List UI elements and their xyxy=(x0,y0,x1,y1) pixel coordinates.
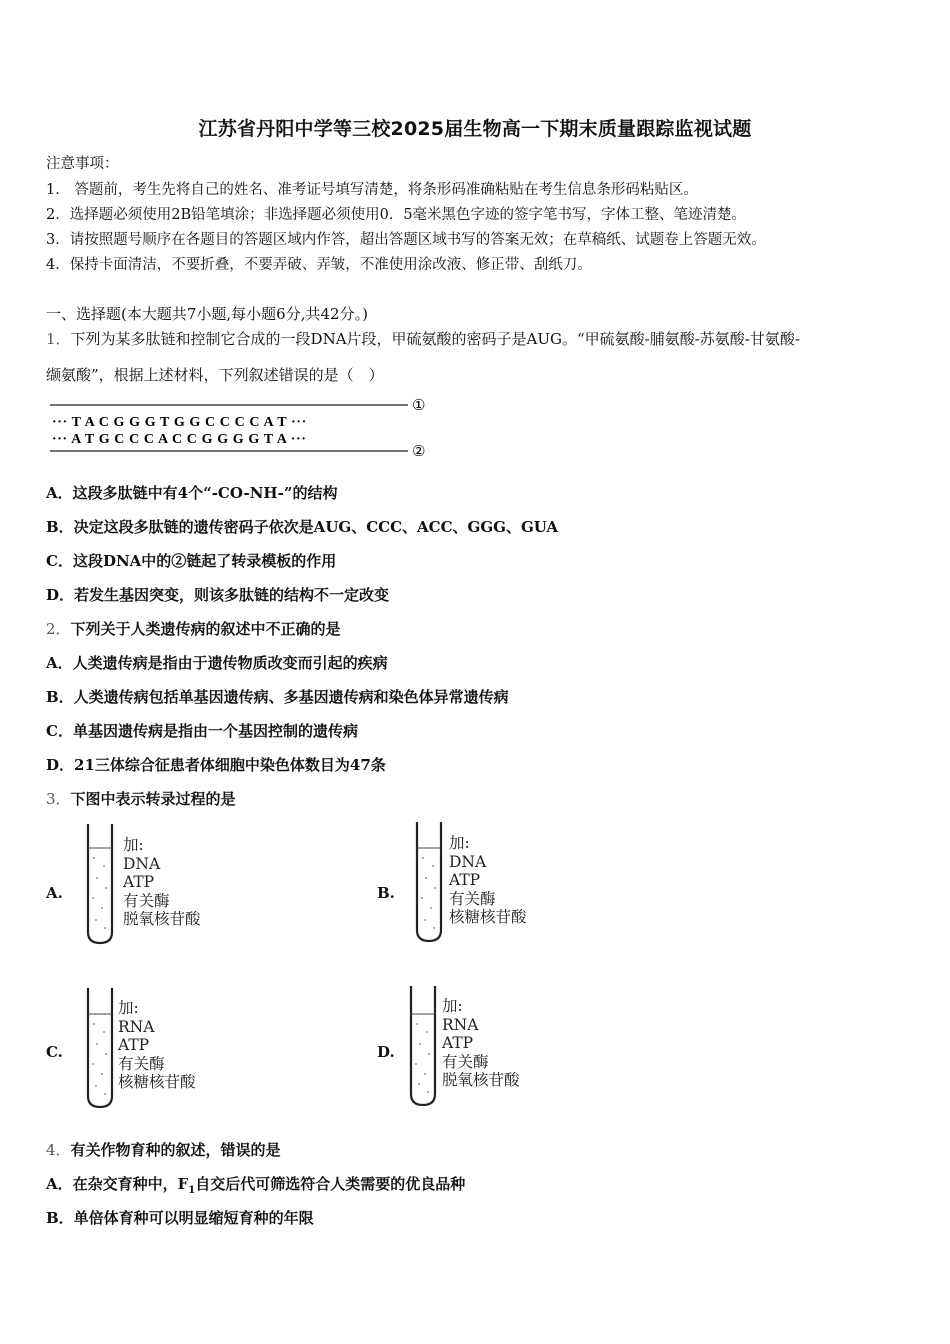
question-4 xyxy=(46,1139,281,1160)
q2-option-b: B．人类遗传病包括单基因遗传病、多基因遗传病和染色体异常遗传病 xyxy=(46,688,509,706)
question-2 xyxy=(46,618,341,639)
tube-c-label: C. xyxy=(46,1043,63,1061)
q2-option-a: A．人类遗传病是指由于遗传物质改变而引起的疾病 xyxy=(46,654,388,672)
question-1-line1 xyxy=(46,328,800,349)
question-4-stem: 有关作物育种的叙述，错误的是 xyxy=(70,1141,281,1159)
question-number: 2． xyxy=(46,620,71,638)
question-1-stem: 下列为某多肽链和控制它合成的一段DNA片段，甲硫氨酸的密码子是AUG。“甲硫氨酸-脯氨酸-苏氨酸-甘氨酸- xyxy=(70,330,800,348)
notice-item: 4．保持卡面清洁，不要折叠，不要弄破、弄皱，不准使用涂改液、修正带、刮纸刀。 xyxy=(46,257,592,273)
q4-option-a: A．在杂交育种中，$F_1$自交后代可筛选符合人类需要的优良品种 xyxy=(46,1175,466,1196)
q1-option-d: D．若发生基因突变，则该多肽链的结构不一定改变 xyxy=(46,586,390,604)
q2-option-c: C．单基因遗传病是指由一个基因控制的遗传病 xyxy=(46,722,358,740)
tube-a-label: A. xyxy=(46,884,63,902)
strand-2-label: ② xyxy=(412,444,426,460)
q1-option-a: A．这段多肽链中有4个“-CO-NH-”的结构 xyxy=(46,484,338,502)
q4-option-b: B．单倍体育种可以明显缩短育种的年限 xyxy=(46,1209,314,1227)
q2-option-d: D．21三体综合征患者体细胞中染色体数目为47条 xyxy=(46,756,386,774)
question-number: 1． xyxy=(46,330,71,348)
notice-item: 3．请按照题号顺序在各题目的答题区域内作答，超出答题区域书写的答案无效；在草稿纸、试题卷上答题无效。 xyxy=(46,232,766,248)
tube-d-contents: 加: RNA ATP 有关酶 脱氧核苷酸 xyxy=(442,997,520,1089)
question-2-stem: 下列关于人类遗传病的叙述中不正确的是 xyxy=(70,620,341,638)
section-heading: 一、选择题(本大题共7小题,每小题6分,共42分。) xyxy=(46,305,368,323)
page-title: 江苏省丹阳中学等三校2025届生物高一下期末质量跟踪监视试题 xyxy=(198,118,752,140)
q1-option-b: B．决定这段多肽链的遗传密码子依次是AUG、CCC、ACC、GGG、GUA xyxy=(46,518,559,536)
tube-c-contents: 加: RNA ATP 有关酶 核糖核苷酸 xyxy=(118,999,196,1091)
test-tube-b-icon xyxy=(413,820,453,944)
test-tube-d-icon xyxy=(407,984,447,1108)
question-number: 4． xyxy=(46,1141,71,1159)
notice-heading: 注意事项： xyxy=(46,156,119,172)
strand-1-label: ① xyxy=(412,398,426,414)
question-3-stem: 下图中表示转录过程的是 xyxy=(70,790,236,808)
question-1-line2: 缬氨酸”，根据上述材料，下列叙述错误的是（ ） xyxy=(46,366,384,384)
q1-option-c: C．这段DNA中的②链起了转录模板的作用 xyxy=(46,552,337,570)
tube-d-label: D. xyxy=(377,1043,395,1061)
dna-strand-1: ··· T A C G G G T G G C C C C A T ··· xyxy=(52,415,307,430)
tube-b-label: B. xyxy=(377,884,395,902)
notice-item: 1. 答题前，考生先将自己的姓名、准考证号填写清楚，将条形码准确粘贴在考生信息条形码粘贴区。 xyxy=(46,182,698,198)
tube-a-contents: 加: DNA ATP 有关酶 脱氧核苷酸 xyxy=(123,836,201,928)
tube-b-contents: 加: DNA ATP 有关酶 核糖核苷酸 xyxy=(449,834,527,926)
question-3 xyxy=(46,788,236,809)
test-tube-a-icon xyxy=(84,822,124,946)
dna-diagram xyxy=(46,395,446,461)
dna-strand-2: ··· A T G C C C A C C G G G G T A ··· xyxy=(52,432,307,447)
question-number: 3． xyxy=(46,790,71,808)
notice-item: 2．选择题必须使用2B铅笔填涂；非选择题必须使用0．5毫米黑色字迹的签字笔书写，字体工整、笔迹清楚。 xyxy=(46,207,747,223)
